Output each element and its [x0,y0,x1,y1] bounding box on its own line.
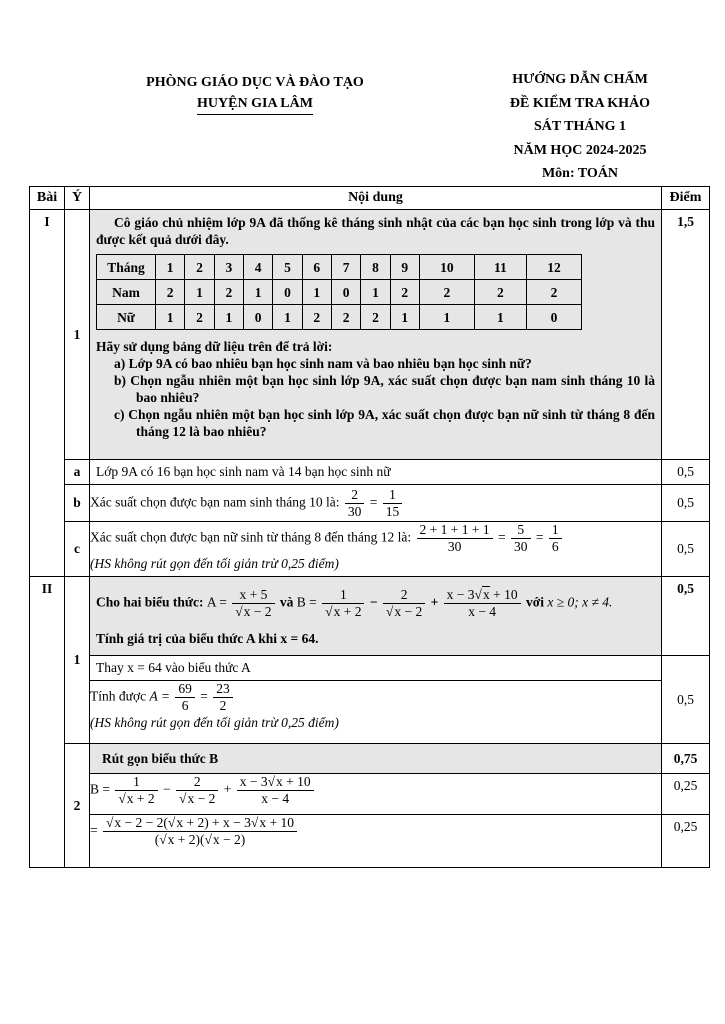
section-2-item-2: 2 [65,744,90,868]
org-line-2: HUYỆN GIA LÂM [197,93,313,115]
doc-line-1: HƯỚNG DẪN CHẤM [512,72,648,87]
col-content: Nội dung [90,187,662,210]
answer-b-score: 0,5 [662,485,710,522]
section-1-question [90,210,662,460]
q2-step-1: B = $\frac{1}{√x + 2}$ − $\frac{2}{√x - 2}$ + $\frac{x - 3√x + 10}{x - 4}$ [90,774,662,815]
q2-step-1-score: 0,25 [662,774,710,815]
q1-step-score: 0,5 [662,656,710,744]
q2-step-2-score: 0,25 [662,815,710,868]
section-1-item: 1 [65,210,90,460]
doc-line-4: NĂM HỌC 2024-2025 [513,142,647,158]
org-line-1: PHÒNG GIÁO DỤC VÀ ĐÀO TẠO [146,75,364,90]
q1-step-2: Tính được A = $\frac{69}{6}$ = $\frac{23}{2}$ (HS không rút gọn đến tối giản trừ 0,25 điểm) [90,681,662,744]
answer-c-note: (HS không rút gọn đến tối giản trừ 0,25 điểm) [90,556,339,571]
doc-line-3: SÁT THÁNG 1 [533,119,627,134]
section-2-question-2: Rút gọn biểu thức B [90,744,662,774]
answer-c: Xác suất chọn được bạn nữ sinh từ tháng 8 đến tháng 12 là: $\frac{2 + 1 + 1 + 1}{30}$ = $\frac{5}{30}$ = $\frac{1}{6}$ (HS không rút gọn đến tối giản trừ 0,25 điểm) [90,522,662,577]
table-row: Nam 2 1 2 1 0 1 0 1 2 2 2 2 [97,280,582,305]
answer-a: Lớp 9A có 16 bạn học sinh nam và 14 bạn học sinh nữ [90,460,662,485]
question-c: c) Chọn ngẫu nhiên một bạn học sinh lớp 9A, xác suất chọn được bạn nữ sinh từ tháng 8 đến tháng 12 là bao nhiêu? [114,407,655,439]
answer-b: Xác suất chọn được bạn nam sinh tháng 10 là: $\frac{2}{30}$ = $\frac{1}{15}$ [90,485,662,522]
doc-line-2: ĐỀ KIỂM TRA KHẢO [509,95,651,111]
question-1-task: Tính giá trị của biểu thức A khi x = 64. [96,631,319,646]
q1-note: (HS không rút gọn đến tối giản trừ 0,25 điểm) [90,715,339,730]
org-header [110,72,400,115]
q2-step-2: = $\frac{√x - 2 - 2(√x + 2) + x - 3√x + 10}{(√x + 2)(√x - 2)}$ [90,815,662,868]
col-y: Ý [65,187,90,210]
doc-line-5: Môn: TOÁN [541,166,619,181]
question-b: b) Chọn ngẫu nhiên một bạn học sinh lớp 9A, xác suất chọn được bạn nam sinh tháng 10 là bao nhiêu? [114,373,655,405]
section-2-item-1: 1 [65,577,90,744]
grading-table [29,186,710,868]
birthday-data-table [96,254,582,330]
q1-step-1: Thay x = 64 vào biểu thức A [90,656,662,681]
col-score: Điểm [662,187,710,210]
question-prompt: Hãy sử dụng bảng dữ liệu trên để trả lời: [96,339,333,354]
table-row: Tháng 1 2 3 4 5 6 7 8 9 10 11 12 [97,255,582,280]
answer-b-label: b [65,485,90,522]
answer-a-label: a [65,460,90,485]
table-row: Nữ 1 2 1 0 1 2 2 2 1 1 1 0 [97,305,582,330]
section-1-score: 1,5 [662,210,710,460]
answer-c-score: 0,5 [662,522,710,577]
question-a: a) Lớp 9A có bao nhiêu bạn học sinh nam và bao nhiêu bạn học sinh nữ? [114,356,532,371]
answer-a-score: 0,5 [662,460,710,485]
section-2-label: II [30,577,65,868]
doc-header [470,68,690,186]
answer-c-label: c [65,522,90,577]
section-2-question-1: Cho hai biểu thức: A = $\frac{x + 5}{√x - 2}$ và B = $\frac{1}{√x + 2}$ − $\frac{2}{√x - 2}$ + $\frac{x - 3√x + 10}{x - 4}$ với x ≥ 0; x ≠ 4. Tính giá trị của biểu thức A khi x = 64. [90,577,662,656]
section-2-q2-score: 0,75 [662,744,710,774]
question-intro: Cô giáo chủ nhiệm lớp 9A đã thống kê tháng sinh nhật của các bạn học sinh trong lớp và thu được kết quả dưới đây. [96,215,655,247]
section-1-label: I [30,210,65,577]
section-2-q1-score: 0,5 [662,577,710,656]
col-bai: Bài [30,187,65,210]
